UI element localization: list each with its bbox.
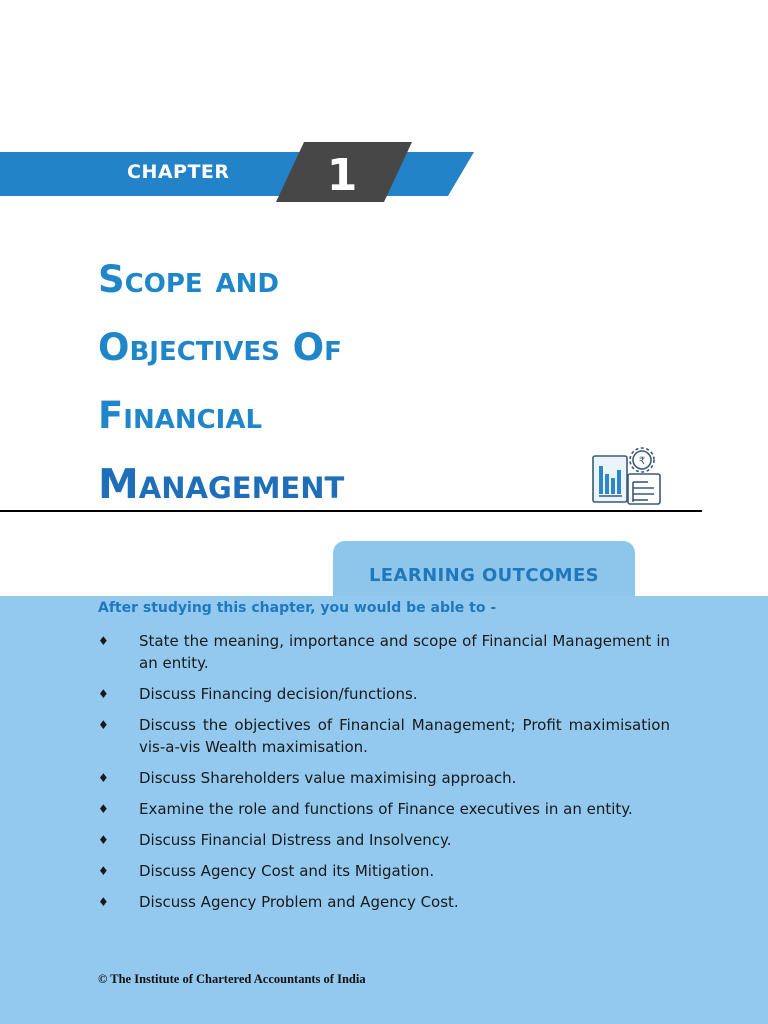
outcome-text: Discuss Agency Cost and its Mitigation. (139, 862, 435, 880)
list-item (0, 891, 768, 913)
outcome-text: Examine the role and functions of Finance executives in an entity. (139, 800, 633, 818)
outcome-text: Discuss Financial Distress and Insolvency. (139, 831, 452, 849)
copyright-footer: © The Institute of Chartered Accountants of India (98, 972, 366, 986)
diamond-bullet-icon: ♦ (98, 833, 109, 847)
list-item (0, 630, 768, 674)
title-line: Financial (98, 394, 263, 437)
diamond-bullet-icon: ♦ (98, 687, 109, 701)
list-item (0, 829, 768, 851)
outcome-text: State the meaning, importance and scope of Financial Management in an entity. (139, 632, 670, 672)
list-item (0, 767, 768, 789)
title-line: Scope and (98, 258, 279, 301)
chapter-number: 1 (326, 150, 358, 201)
outcome-text: Discuss Financing decision/functions. (139, 685, 418, 703)
chapter-label: CHAPTER (127, 161, 230, 183)
chapter-title (98, 246, 344, 518)
title-divider (0, 510, 702, 512)
diamond-bullet-icon: ♦ (98, 634, 109, 648)
svg-text:₹: ₹ (638, 456, 646, 467)
learning-outcomes-heading: LEARNING OUTCOMES (368, 565, 600, 586)
diamond-bullet-icon: ♦ (98, 864, 109, 878)
finance-document-chart-icon (590, 444, 666, 506)
title-line: Objectives Of (98, 326, 342, 369)
learning-outcomes-list (0, 630, 768, 922)
chapter-band (0, 140, 480, 204)
diamond-bullet-icon: ♦ (98, 771, 109, 785)
diamond-bullet-icon: ♦ (98, 895, 109, 909)
list-item (0, 683, 768, 705)
list-item (0, 798, 768, 820)
title-line: Management (98, 460, 345, 508)
diamond-bullet-icon: ♦ (98, 802, 109, 816)
list-item (0, 860, 768, 882)
outcome-text: Discuss Shareholders value maximising approach. (139, 769, 517, 787)
learning-outcomes-intro: After studying this chapter, you would be able to - (98, 600, 497, 616)
outcome-text: Discuss the objectives of Financial Management; Profit maximisation vis-a-vis Wealth maximisation. (139, 716, 670, 756)
outcome-text: Discuss Agency Problem and Agency Cost. (139, 893, 459, 911)
list-item (0, 714, 768, 758)
diamond-bullet-icon: ♦ (98, 718, 109, 732)
